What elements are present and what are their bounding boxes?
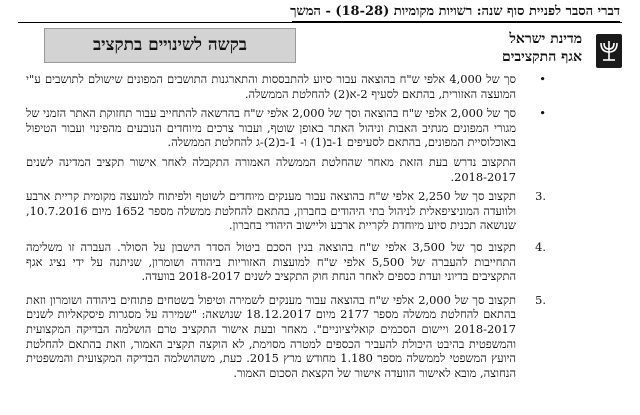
document-body xyxy=(26,72,546,380)
item-number: .5 xyxy=(535,292,546,307)
state-emblem-icon xyxy=(591,33,627,69)
list-item xyxy=(26,106,546,150)
item-text: תקצוב סך של 3,500 אלפי ש"ח בהוצאה בגין הסכם ביטול הסדר הישבון על הסולר. העברה זו משלימה התחייבות להעברה של 5,500 אלפי ש"ח למועצות האזוריות ביהודה ושומרון, שניתנה על ידי נציג אגף התקציבים בדיוני ועדת כספים לאחר הנחת חוק התקציב לשנים 2018-2017 בוועדה. xyxy=(26,239,517,284)
header-divider xyxy=(18,22,622,23)
bullet-text: סך של 2,000 אלפי ש"ח בהוצאה וסך של 2,000 אלפי ש"ח בהרשאה להתחייב עבור תחזוקת האתר הזמני של מגורי המפונים מגתיב האבות וניהול האתר באופן שוטף, ועבור צרכים מיוחדים הנובעים מהפינוי ועבור הטיפול באוכלוסיית המפונים, בהתאם לסעיפים 1-ב(1) ו- 1-ב(2)-ג להחלטת הממשלה. xyxy=(26,106,516,150)
division-name: אגף התקציבים xyxy=(502,49,582,65)
note-paragraph xyxy=(26,155,546,184)
item-text: תקצוב סך של 2,250 אלפי ש"ח בהוצאה עבור מענקים מיוחדים לשוטף ולפיתוח למועצה מקומית קריית ארבע ולוועדה המוניציפאלית לניהול בתי היהודים בחברון, בהתאם להחלטת ממשלה מספר 1652 מיום 10.7.2016, שנושאה תכנית סיוע מיוחדת לקריית ארבע וליישוב היהודי בחברון. xyxy=(26,189,517,233)
item-number: .3 xyxy=(535,189,546,204)
numbered-item-4 xyxy=(26,240,546,284)
bullet-marker: • xyxy=(539,72,546,86)
request-title-box: בקשה לשינויים בתקציב xyxy=(44,28,296,63)
ministry-identity xyxy=(482,30,582,66)
note-text: התקצוב נדרש בעת הזאת מאחר שהחלטת הממשלה האמורה התקבלה לאחר אישור תקציב המדינה לשנים 2018-2017. xyxy=(26,154,516,184)
list-item xyxy=(26,72,546,101)
item-number: .4 xyxy=(535,239,546,254)
bullet-text: סך של 4,000 אלפי ש"ח בהוצאה עבור סיוע להתבססות והתארגנות התושבים המפונים שישולם לתושבים ע"י המועצה האזורית, בהתאם לסעיף 2-א(2) להחלטת הממשלה. xyxy=(26,72,516,101)
org-name: מדינת ישראל xyxy=(509,31,582,47)
document-running-title: דברי הסבר לפניית סוף שנה: רשויות מקומיות (18-28) - המשך xyxy=(292,3,620,22)
item-text: תקצוב סך של 2,000 אלפי ש"ח בהוצאה עבור מענקים לשמירה וטיפול בשטחים פתוחים ביהודה ושומרון וזאת בהתאם להחלטת ממשלה מספר 2177 מיום 18.12.2017 שנושאה: "שמירה על מסגרות פיסקאליות לשנים 2018-2017 ויישום הסכמים קואליציוניים". מאחר ובעת אישור התקציב טרם הושלמה הבדיקה המקצועית והמשפטית בהיבט היכולת להעביר הכספים למטרה מסוימת, לא הוקצה תקציב האמור, וזאת בהתאם להחלטת היועץ המשפטי לממשלה מספר 1.180 מחודש מרץ 2015. כעת, משהושלמה הבדיקה המקצועית והמשפטית הנחוצה, מובא לאישור הוועדה אישור של הקצאת הסכום האמור. xyxy=(26,292,517,380)
numbered-item-5 xyxy=(26,293,546,381)
bullet-marker: • xyxy=(539,106,546,121)
numbered-item-3 xyxy=(26,189,546,233)
